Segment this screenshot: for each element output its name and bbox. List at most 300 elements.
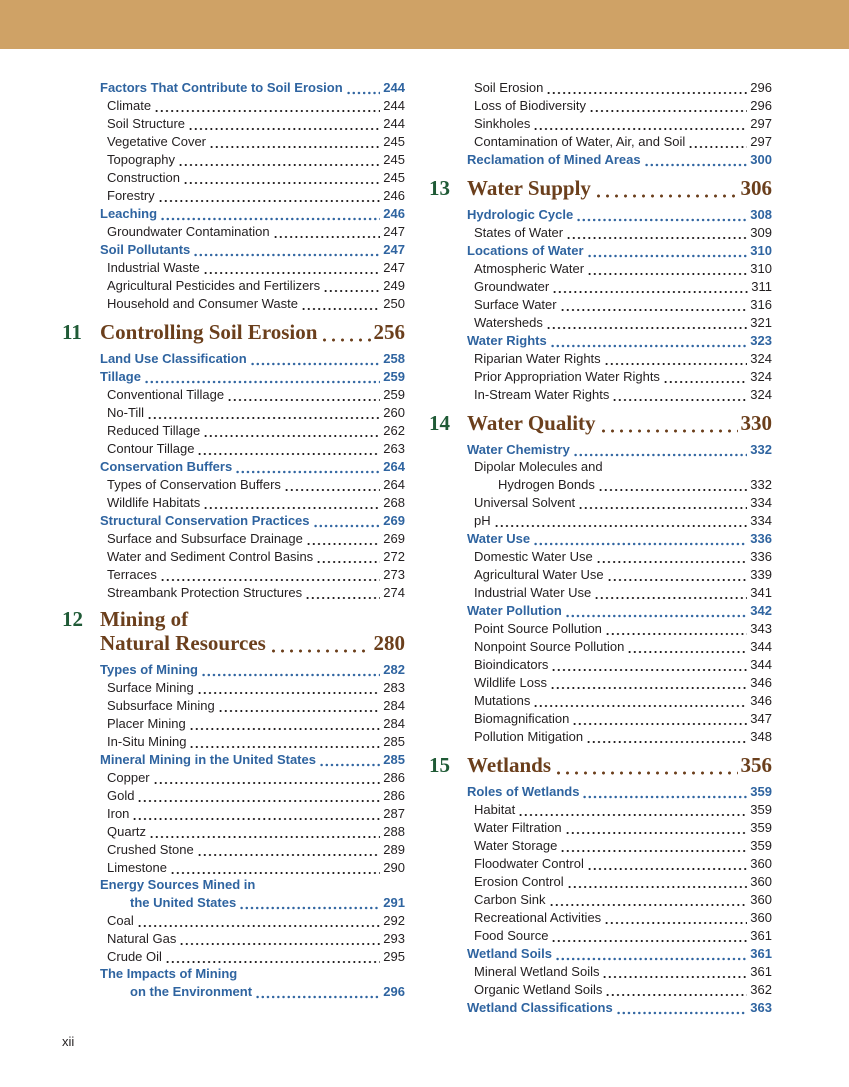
toc-entry-line <box>467 97 772 115</box>
toc-subsection-title: Types of Conservation Buffers <box>107 477 281 492</box>
dot-leader <box>197 440 380 458</box>
dot-leader <box>533 530 747 548</box>
toc-entry-line <box>100 241 405 259</box>
toc-subsection-page: 324 <box>750 387 772 402</box>
toc-subsection[interactable] <box>100 823 405 841</box>
dot-leader <box>320 319 370 345</box>
toc-subsection[interactable] <box>467 981 772 999</box>
toc-subsection[interactable] <box>100 169 405 187</box>
toc-section-title: Leaching <box>100 206 158 221</box>
toc-section[interactable] <box>100 877 405 912</box>
toc-subsection[interactable] <box>467 963 772 981</box>
toc-entry-line <box>100 79 405 97</box>
toc-subsection-page: 273 <box>383 567 405 582</box>
toc-subsection-title: Pollution Mitigation <box>474 729 584 744</box>
dot-leader <box>250 350 381 368</box>
toc-subsection[interactable] <box>467 512 772 530</box>
toc-section[interactable] <box>467 206 772 224</box>
toc-subsection-title: Water and Sediment Control Basins <box>107 549 314 564</box>
toc-section[interactable] <box>100 966 405 1001</box>
dot-leader <box>203 494 380 512</box>
toc-subsection[interactable] <box>100 715 405 733</box>
toc-subsection[interactable] <box>100 115 405 133</box>
dot-leader <box>165 948 380 966</box>
toc-subsection[interactable] <box>467 638 772 656</box>
toc-subsection-title: Food Source <box>474 928 549 943</box>
toc-subsection-page: 360 <box>750 892 772 907</box>
dot-leader <box>179 930 380 948</box>
toc-entry-line <box>467 242 772 260</box>
dot-leader <box>158 187 381 205</box>
toc-subsection[interactable] <box>467 115 772 133</box>
toc-subsection[interactable] <box>100 930 405 948</box>
toc-section[interactable] <box>467 530 772 548</box>
toc-entry-line <box>100 277 405 295</box>
toc-entry-line <box>467 494 772 512</box>
toc-entry-line <box>467 314 772 332</box>
dot-leader <box>586 728 747 746</box>
toc-subsection[interactable] <box>467 584 772 602</box>
toc-subsection-title: Topography <box>107 152 175 167</box>
toc-subsection[interactable] <box>467 819 772 837</box>
toc-subsection-page: 259 <box>383 387 405 402</box>
toc-entry-line <box>100 133 405 151</box>
toc-entry-line <box>467 620 772 638</box>
toc-subsection-title: Subsurface Mining <box>107 698 215 713</box>
toc-subsection-title: Water Storage <box>474 838 558 853</box>
dot-leader <box>555 945 747 963</box>
toc-entry-line <box>100 422 405 440</box>
toc-subsection[interactable] <box>100 787 405 805</box>
dot-leader <box>305 584 380 602</box>
toc-entry-line <box>100 948 405 966</box>
toc-subsection[interactable] <box>100 494 405 512</box>
toc-subsection[interactable] <box>100 187 405 205</box>
toc-subsection[interactable] <box>100 223 405 241</box>
toc-section-page: 363 <box>750 1000 772 1015</box>
toc-entry-line <box>467 656 772 674</box>
toc-subsection-page: 264 <box>383 477 405 492</box>
dot-leader <box>149 823 380 841</box>
dot-leader <box>533 115 747 133</box>
toc-subsection[interactable] <box>467 224 772 242</box>
toc-section-page: 336 <box>750 531 772 546</box>
toc-subsection[interactable] <box>100 530 405 548</box>
toc-section[interactable] <box>100 458 405 476</box>
toc-subsection[interactable] <box>467 494 772 512</box>
toc-section-title: Soil Pollutants <box>100 242 191 257</box>
toc-section-title: Structural Conservation Practices <box>100 513 310 528</box>
toc-entry-line <box>100 548 405 566</box>
toc-subsection-page: 341 <box>750 585 772 600</box>
toc-subsection[interactable] <box>100 386 405 404</box>
toc-subsection-title: Sinkholes <box>474 116 531 131</box>
toc-entry-line <box>467 386 772 404</box>
toc-subsection-title: Surface and Subsurface Drainage <box>107 531 303 546</box>
toc-entry-line <box>467 692 772 710</box>
toc-subsection[interactable] <box>467 855 772 873</box>
toc-subsection-title: Domestic Water Use <box>474 549 593 564</box>
toc-entry-line <box>467 332 772 350</box>
toc-entry-line <box>100 751 405 769</box>
toc-subsection[interactable] <box>467 620 772 638</box>
toc-entry-line <box>100 966 405 983</box>
dot-leader <box>602 963 747 981</box>
toc-subsection[interactable] <box>467 566 772 584</box>
toc-entry-line <box>467 783 772 801</box>
toc-section-page: 361 <box>750 946 772 961</box>
toc-subsection-title: Limestone <box>107 860 167 875</box>
toc-subsection-title: In-Stream Water Rights <box>474 387 610 402</box>
toc-entry-line <box>467 476 772 494</box>
toc-section[interactable] <box>467 441 772 459</box>
toc-entry-line <box>100 169 405 187</box>
toc-subsection[interactable] <box>100 805 405 823</box>
toc-subsection-page: 246 <box>383 188 405 203</box>
toc-section[interactable] <box>467 151 772 169</box>
toc-subsection[interactable] <box>100 259 405 277</box>
chapter-title: Wetlands <box>467 753 552 777</box>
dot-leader <box>306 530 380 548</box>
toc-subsection-title: No-Till <box>107 405 145 420</box>
dot-leader <box>604 350 748 368</box>
toc-subsection-page: 344 <box>750 657 772 672</box>
toc-entry-line <box>467 710 772 728</box>
toc-entry-line <box>100 894 405 912</box>
toc-section-page: 246 <box>383 206 405 221</box>
chapter-heading[interactable] <box>62 602 405 661</box>
toc-subsection[interactable] <box>467 314 772 332</box>
dot-leader <box>565 819 748 837</box>
toc-subsection-page: 311 <box>751 279 772 294</box>
toc-subsection-page: 286 <box>383 788 405 803</box>
toc-subsection[interactable] <box>467 548 772 566</box>
toc-subsection-page: 292 <box>383 913 405 928</box>
toc-subsection[interactable] <box>467 710 772 728</box>
toc-entry-line <box>100 476 405 494</box>
toc-subsection-page: 297 <box>750 134 772 149</box>
toc-subsection[interactable] <box>467 79 772 97</box>
toc-subsection-page: 359 <box>750 802 772 817</box>
toc-section-page: 291 <box>383 895 405 910</box>
dot-leader <box>313 512 381 530</box>
toc-entry-line <box>467 909 772 927</box>
toc-entry-line <box>467 206 772 224</box>
toc-entry-line <box>100 859 405 877</box>
toc-subsection-page: 360 <box>750 856 772 871</box>
toc-entry-line <box>467 441 772 459</box>
toc-subsection[interactable] <box>467 909 772 927</box>
toc-section[interactable] <box>467 332 772 350</box>
toc-section-title: Roles of Wetlands <box>467 784 580 799</box>
toc-entry-line <box>467 151 772 169</box>
dot-leader <box>616 999 748 1017</box>
toc-subsection[interactable] <box>467 459 772 494</box>
toc-section-page: 264 <box>383 459 405 474</box>
toc-subsection-title: Water Filtration <box>474 820 562 835</box>
toc-subsection[interactable] <box>100 476 405 494</box>
dot-leader <box>227 386 380 404</box>
toc-entry-line <box>467 638 772 656</box>
toc-section-title: Types of Mining <box>100 662 198 677</box>
toc-section-title: on the Environment <box>130 984 253 999</box>
toc-section-page: 359 <box>750 784 772 799</box>
toc-subsection-title: Surface Mining <box>107 680 194 695</box>
toc-entry-line <box>100 983 405 1001</box>
dot-leader <box>160 566 380 584</box>
toc-subsection-title: Contamination of Water, Air, and Soil <box>474 134 686 149</box>
toc-entry-line <box>100 679 405 697</box>
toc-subsection[interactable] <box>467 692 772 710</box>
dot-leader <box>189 715 381 733</box>
toc-subsection-page: 245 <box>383 152 405 167</box>
toc-subsection[interactable] <box>100 769 405 787</box>
toc-subsection[interactable] <box>100 912 405 930</box>
dot-leader <box>346 79 381 97</box>
dot-leader <box>218 697 381 715</box>
chapter-heading[interactable] <box>62 313 405 350</box>
toc-entry-line <box>100 697 405 715</box>
toc-entry-line <box>467 855 772 873</box>
toc-section[interactable] <box>100 368 405 386</box>
toc-subsection[interactable] <box>100 841 405 859</box>
toc-subsection[interactable] <box>467 873 772 891</box>
chapter-title: Natural Resources <box>100 631 266 655</box>
toc-subsection-page: 245 <box>383 170 405 185</box>
toc-subsection-title: Watersheds <box>474 315 543 330</box>
toc-section[interactable] <box>100 205 405 223</box>
toc-entry-line <box>467 296 772 314</box>
toc-subsection[interactable] <box>100 697 405 715</box>
toc-section[interactable] <box>100 350 405 368</box>
toc-entry-line <box>100 187 405 205</box>
dot-leader <box>599 410 738 436</box>
toc-entry-line <box>100 912 405 930</box>
toc-subsection[interactable] <box>100 97 405 115</box>
toc-subsection[interactable] <box>467 837 772 855</box>
dot-leader <box>188 115 380 133</box>
toc-subsection-page: 284 <box>383 698 405 713</box>
toc-section[interactable] <box>467 783 772 801</box>
toc-entry-line <box>100 205 405 223</box>
dot-leader <box>604 909 747 927</box>
toc-subsection-page: 290 <box>383 860 405 875</box>
toc-subsection-title: Iron <box>107 806 130 821</box>
toc-column-right <box>429 79 772 1017</box>
dot-leader <box>518 801 747 819</box>
toc-subsection[interactable] <box>100 948 405 966</box>
chapter-heading[interactable] <box>429 169 772 206</box>
toc-subsection[interactable] <box>100 422 405 440</box>
toc-subsection[interactable] <box>467 97 772 115</box>
toc-section-page: 332 <box>750 442 772 457</box>
toc-subsection-title: Riparian Water Rights <box>474 351 601 366</box>
toc-subsection[interactable] <box>467 891 772 909</box>
page-number: xii <box>62 1034 75 1049</box>
toc-subsection-title: Household and Consumer Waste <box>107 296 299 311</box>
toc-subsection-page: 348 <box>750 729 772 744</box>
toc-subsection-title: Wildlife Habitats <box>107 495 201 510</box>
dot-leader <box>560 837 747 855</box>
toc-subsection-title: States of Water <box>474 225 564 240</box>
toc-entry-line <box>467 927 772 945</box>
toc-subsection[interactable] <box>467 386 772 404</box>
toc-section[interactable] <box>467 242 772 260</box>
toc-entry-line <box>467 999 772 1017</box>
toc-subsection-page: 274 <box>383 585 405 600</box>
chapter-heading-line <box>429 746 772 778</box>
chapter-heading[interactable] <box>429 404 772 441</box>
toc-section-page: 259 <box>383 369 405 384</box>
toc-section-page: 247 <box>383 242 405 257</box>
toc-entry-line <box>100 368 405 386</box>
dot-leader <box>644 151 748 169</box>
toc-subsection-page: 334 <box>750 513 772 528</box>
chapter-page: 306 <box>740 176 772 200</box>
toc-subsection[interactable] <box>467 278 772 296</box>
dot-leader <box>605 981 747 999</box>
toc-entry-line <box>467 459 772 476</box>
toc-subsection[interactable] <box>100 733 405 751</box>
toc-subsection-title: Point Source Pollution <box>474 621 602 636</box>
toc-subsection-title: Natural Gas <box>107 931 177 946</box>
dot-leader <box>598 476 747 494</box>
toc-subsection-page: 244 <box>383 116 405 131</box>
toc-section[interactable] <box>100 661 405 679</box>
toc-section[interactable] <box>467 999 772 1017</box>
toc-subsection-title: Agricultural Water Use <box>474 567 604 582</box>
dot-leader <box>178 151 380 169</box>
toc-subsection[interactable] <box>100 584 405 602</box>
toc-subsection[interactable] <box>100 151 405 169</box>
toc-subsection[interactable] <box>467 674 772 692</box>
dot-leader <box>612 386 747 404</box>
dot-leader <box>197 679 381 697</box>
toc-entry-line <box>100 930 405 948</box>
toc-section[interactable] <box>100 79 405 97</box>
toc-section[interactable] <box>467 602 772 620</box>
toc-subsection[interactable] <box>100 566 405 584</box>
dot-leader <box>132 805 380 823</box>
dot-leader <box>494 512 748 530</box>
toc-section[interactable] <box>100 512 405 530</box>
toc-entry-line <box>100 295 405 313</box>
dot-leader <box>596 548 748 566</box>
toc-subsection-page: 324 <box>750 369 772 384</box>
toc-subsection-title: Erosion Control <box>474 874 564 889</box>
toc-subsection[interactable] <box>100 295 405 313</box>
toc-entry-line <box>100 769 405 787</box>
toc-subsection-page: 262 <box>383 423 405 438</box>
toc-subsection-page: 316 <box>750 297 772 312</box>
toc-section-title: Locations of Water <box>467 243 584 258</box>
toc-subsection-page: 343 <box>750 621 772 636</box>
toc-section[interactable] <box>100 241 405 259</box>
toc-subsection-page: 359 <box>750 838 772 853</box>
toc-subsection[interactable] <box>100 133 405 151</box>
toc-subsection-page: 268 <box>383 495 405 510</box>
dot-leader <box>551 927 747 945</box>
toc-subsection-page: 360 <box>750 874 772 889</box>
toc-subsection[interactable] <box>467 801 772 819</box>
dot-leader <box>688 133 747 151</box>
toc-subsection-page: 263 <box>383 441 405 456</box>
toc-subsection[interactable] <box>467 728 772 746</box>
dot-leader <box>560 296 748 314</box>
toc-subsection-page: 247 <box>383 224 405 239</box>
toc-section-title: Wetland Classifications <box>467 1000 613 1015</box>
toc-subsection-page: 269 <box>383 531 405 546</box>
toc-subsection[interactable] <box>100 277 405 295</box>
toc-subsection[interactable] <box>100 679 405 697</box>
toc-entry-line <box>100 494 405 512</box>
toc-subsection-page: 284 <box>383 716 405 731</box>
toc-subsection[interactable] <box>467 350 772 368</box>
toc-subsection-page: 249 <box>383 278 405 293</box>
toc-entry-line <box>467 837 772 855</box>
chapter-heading-line <box>62 632 405 656</box>
toc-subsection-title: Agricultural Pesticides and Fertilizers <box>107 278 321 293</box>
chapter-title: Water Quality <box>467 411 596 435</box>
toc-subsection-page: 260 <box>383 405 405 420</box>
toc-section[interactable] <box>467 945 772 963</box>
toc-subsection-page: 296 <box>750 98 772 113</box>
chapter-heading-line <box>62 602 405 632</box>
toc-entry-line <box>100 115 405 133</box>
dot-leader <box>153 769 381 787</box>
chapter-page: 280 <box>373 631 405 655</box>
toc-subsection[interactable] <box>467 133 772 151</box>
toc-section-page: 296 <box>383 984 405 999</box>
chapter-heading[interactable] <box>429 746 772 783</box>
toc-subsection[interactable] <box>467 368 772 386</box>
toc-subsection[interactable] <box>467 296 772 314</box>
toc-subsection[interactable] <box>100 404 405 422</box>
toc-subsection-page: 360 <box>750 910 772 925</box>
toc-subsection-title: Reduced Tillage <box>107 423 201 438</box>
toc-entry-line <box>467 873 772 891</box>
toc-section-title: Conservation Buffers <box>100 459 233 474</box>
toc-section-page: 269 <box>383 513 405 528</box>
chapter-page: 356 <box>740 753 772 777</box>
toc-subsection[interactable] <box>467 260 772 278</box>
toc-subsection[interactable] <box>467 927 772 945</box>
toc-subsection-title: In-Situ Mining <box>107 734 187 749</box>
dot-leader <box>550 674 747 692</box>
dot-leader <box>269 630 371 656</box>
dot-leader <box>183 169 380 187</box>
toc-subsection[interactable] <box>100 440 405 458</box>
dot-leader <box>567 873 748 891</box>
toc-subsection-page: 297 <box>750 116 772 131</box>
toc-subsection[interactable] <box>467 656 772 674</box>
toc-subsection-title: Forestry <box>107 188 155 203</box>
toc-subsection-page: 296 <box>750 80 772 95</box>
toc-subsection-title: Gold <box>107 788 135 803</box>
toc-subsection-page: 362 <box>750 982 772 997</box>
toc-subsection-title: Vegetative Cover <box>107 134 207 149</box>
chapter-number: 11 <box>62 320 82 344</box>
toc-section[interactable] <box>100 751 405 769</box>
toc-subsection-page: 359 <box>750 820 772 835</box>
dot-leader <box>663 368 747 386</box>
toc-entry-line <box>467 512 772 530</box>
toc-section-title: Water Use <box>467 531 531 546</box>
toc-subsection-title: Biomagnification <box>474 711 570 726</box>
toc-subsection[interactable] <box>100 859 405 877</box>
toc-subsection[interactable] <box>100 548 405 566</box>
toc-subsection-title: Universal Solvent <box>474 495 576 510</box>
